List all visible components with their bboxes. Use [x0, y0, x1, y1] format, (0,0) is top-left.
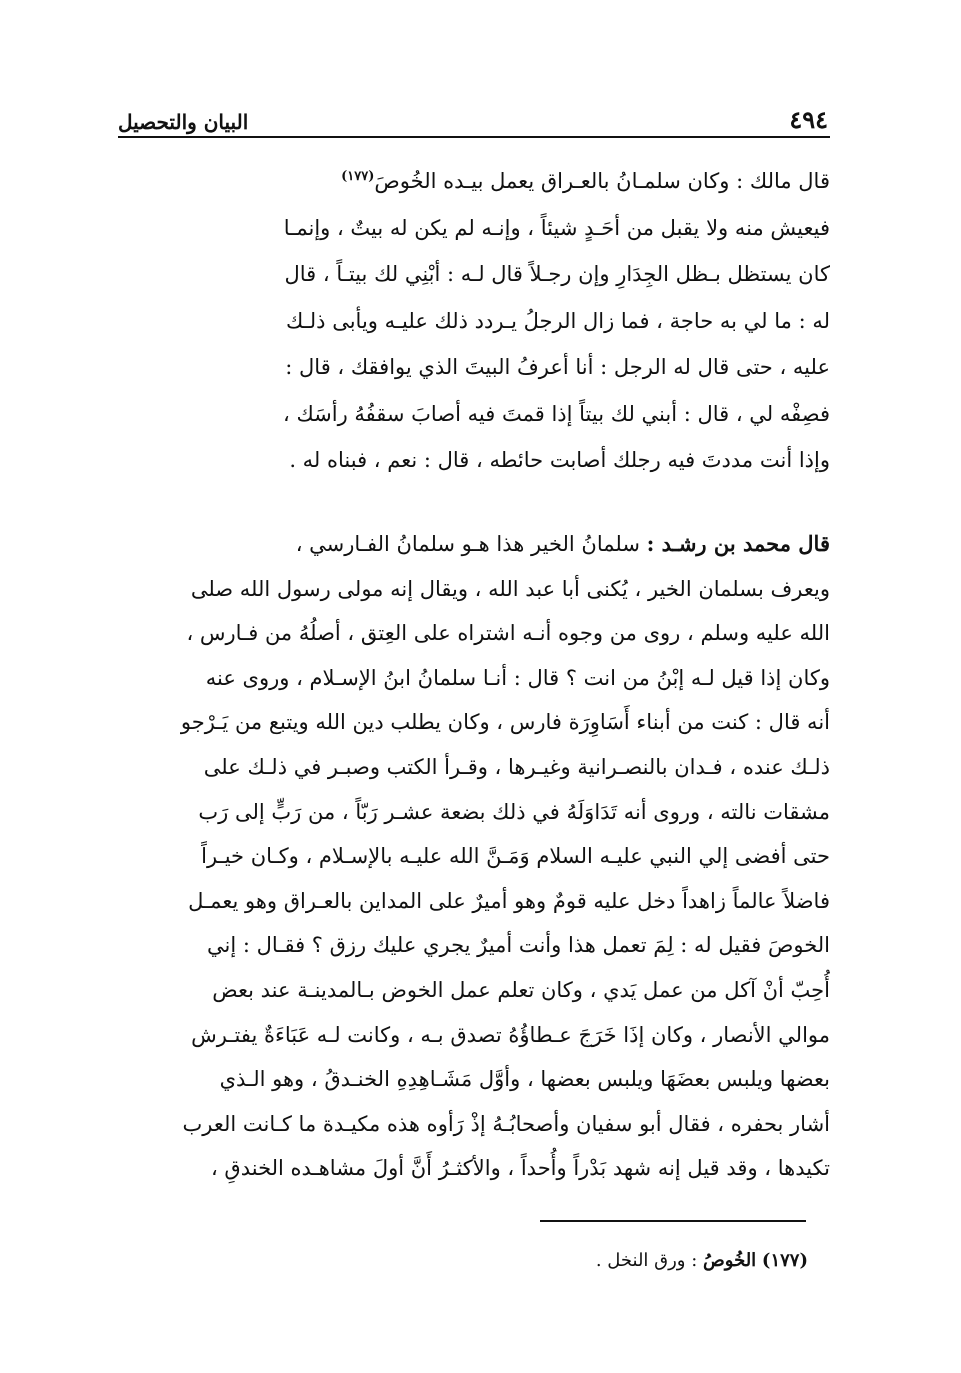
footnote-reference: (١٧٧) [341, 169, 375, 184]
footnote-term: الخُوصُ [703, 1250, 757, 1271]
running-header [118, 96, 828, 134]
text-line: له : ما لي به حاجة ، فما زال الرجلُ يـردد ذلك عليـه ويأبى ذلـك [285, 308, 830, 333]
text-line: ذلـك عنده ، فـدان بالنصـرانية وغيـرها ، وقـرأ الكتب وصبـر في ذلـك على [203, 754, 830, 779]
text-line: فيعيش منه ولا يقبل من أحَـدٍ شيئاً ، وإنـه لم يكن له بيتٌ ، وإنمـا [283, 215, 830, 240]
text-line-content: قال مالك : وكان سلمـانُ بالعـراق يعمل بيـده الخُوصَ [374, 169, 830, 193]
footnote [118, 1246, 808, 1276]
text-line: عليه ، حتى قال له الرجل : أنا أعرفُ البيتَ الذي يوافقك ، قال : [285, 355, 830, 379]
footnote-number: (١٧٧) [761, 1250, 808, 1271]
text-line: وكان إذا قيل لـه إبْنُ من انت ؟ قال : أنـا سلمانُ ابنُ الإسـلام ، وروى عنه [205, 665, 830, 690]
text-line: بعضها ويلبس بعضَهَا ويلبس بعضها ، وأوَّل مَشَـاهِدِهِ الخنـدقُ ، وهو الـذي [219, 1067, 830, 1092]
paragraph-ibn-rushd [118, 522, 830, 1191]
text-line [118, 522, 830, 567]
text-line [118, 158, 830, 205]
header-rule [118, 136, 830, 138]
text-line: حتى أفضى إلي النبي عليـه السلام وَمَـنَّ الله عليـه بالإسـلام ، وكـان خيـراً [201, 844, 830, 869]
text-line: أُحِبّ أنْ آكل من عمل يَدي ، وكان تعلم عمل الخوض بـالمدينـة عند بعض [212, 977, 830, 1002]
text-line: فصِفْه لي ، قال : أبني لك بيتاً إذا قمتَ فيه أصابَ سقفُهُ رأسَك ، [282, 401, 830, 426]
text-line: فاضلاً عالماً زاهداً دخل عليه قومٌ وهو أميرٌ على المداين بالعـراق وهو يعمـل [188, 888, 830, 913]
page-number: ٤٩٤ [789, 105, 828, 134]
paragraph-malik [118, 158, 830, 484]
footnote-rule [540, 1220, 806, 1222]
text-line: الخوصَ فقيل له : لِمَ تعمل هذا وأنت أميرٌ يجري عليك رزق ؟ فقـال : إني [207, 933, 830, 958]
text-line: ويعرف بسلمان الخير ، يُكنى أبا عبد الله ، ويقال إنه مولى رسول الله صلى [190, 576, 830, 601]
footnote-definition: : ورق النخل . [595, 1250, 704, 1271]
text-line-content: سلمانُ الخير هذا هـو سلمانُ الفـارسي ، [295, 532, 647, 556]
text-line: أشار بحفره ، فقال أبو سفيان وأصحابُـهُ إذْ رَأوه هذه مكيـدة ما كـانت العرب [182, 1111, 830, 1136]
text-line: أنه قال : كنت من أبناء أَسَاوِرَة فارس ، وكان يطلب دين الله ويتبع من يَـرْجو [180, 710, 830, 735]
text-line: وإذا أنت مددتَ فيه رجلك أصابت حائطه ، قال : نعم ، فبناه له . [289, 448, 830, 472]
commentator-lead: قال محمد بن رشـد : [646, 531, 830, 556]
text-line: موالي الأنصار ، وكان إذَا خَرَجَ عـطاؤُهُ تصدق بـه ، وكانت لـه عَبَاءَةٌ يفتـرش [191, 1022, 830, 1047]
text-line: كان يستظل بـظل الجِدَارِ وإن رجـلاً قال لـه : أبْنِي لك بيتـاً ، قال [284, 262, 830, 286]
text-line: مشقات نالته ، وروى أنه تَدَاوَلَهُ في ذلك بضعة عشـر رَبّاً ، من رَبٍّ إلى رَب [198, 799, 830, 824]
book-title: البيان والتحصيل [118, 110, 249, 134]
text-line: الله عليه وسلم ، روى من وجوه أنـه اشتراه على العِتق ، أصلُهُ من فـارس ، [186, 621, 830, 646]
text-line: تكيدها ، وقد قيل إنه شهد بَدْراً وأُحداً ، والأكثـرُ أَنَّ أولَ مشاهـده الخندقِ ، [210, 1156, 830, 1181]
